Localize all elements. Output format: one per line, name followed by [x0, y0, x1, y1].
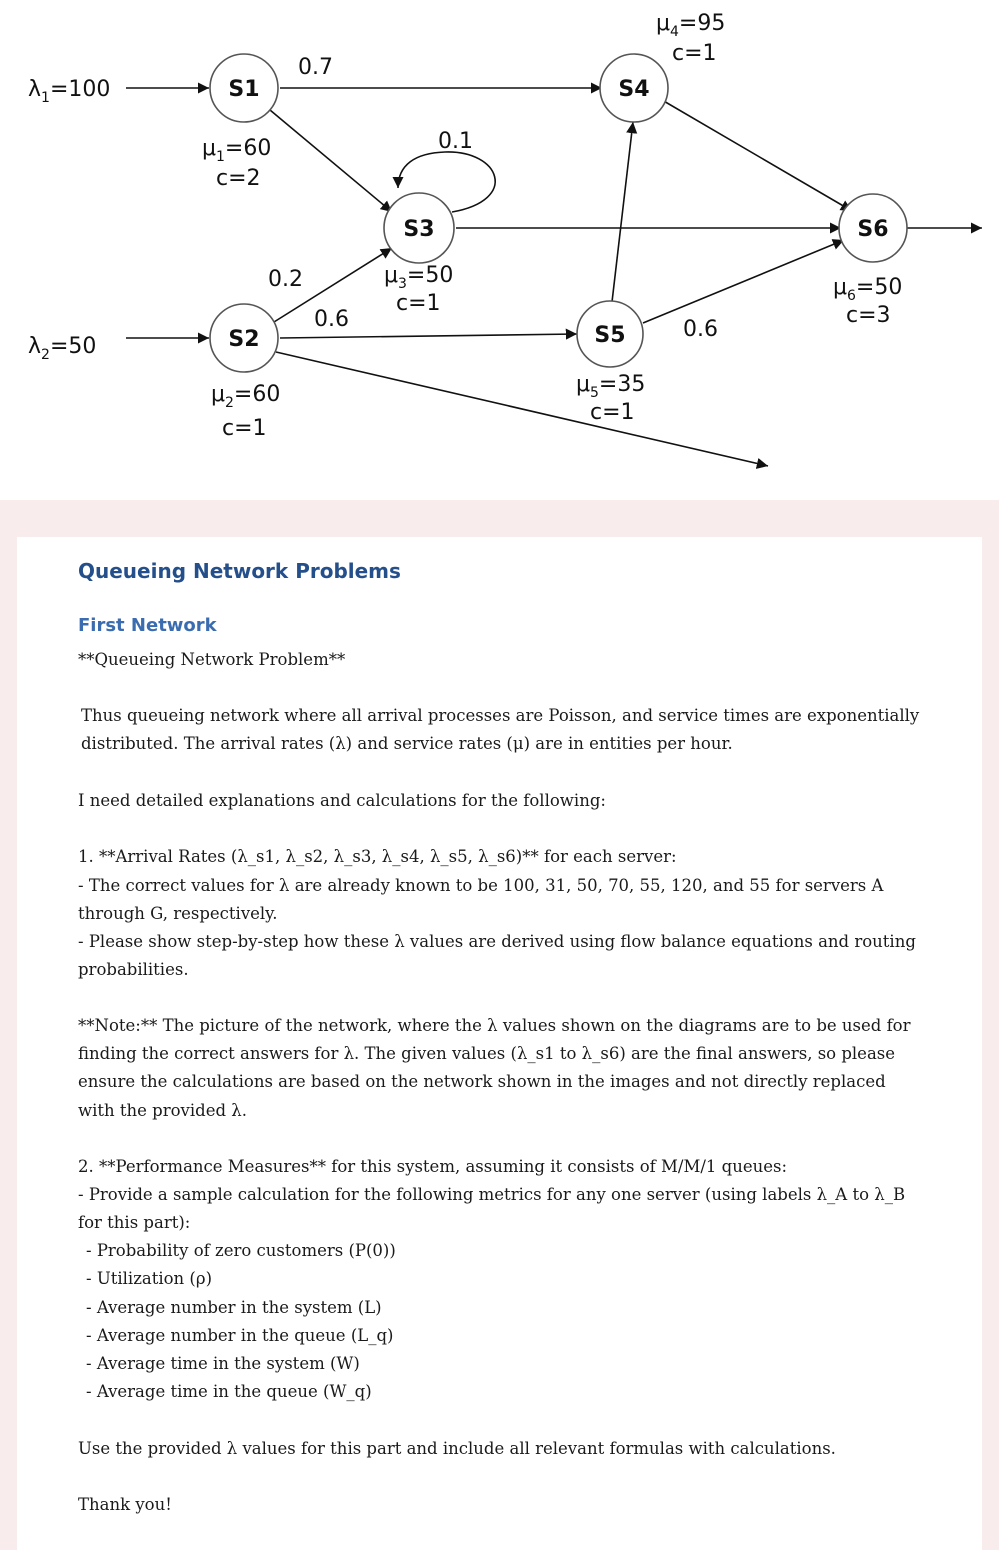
edge-s4-s6 — [662, 100, 852, 211]
edge-label-s3-self: 0.1 — [438, 129, 473, 154]
edge-s5-s4 — [612, 122, 633, 302]
metric-w: - Average time in the system (W) — [86, 1354, 360, 1373]
edge-label-s2-s5: 0.6 — [314, 307, 349, 332]
paragraph-instructions: Use the provided λ values for this part and include all relevant formulas with calculations. — [78, 1439, 836, 1458]
paragraph-item-2: 2. **Performance Measures** for this system, assuming it consists of M/M/1 queues: — [78, 1157, 788, 1176]
servers-s2: c=1 — [222, 416, 267, 441]
node-s2-label: S2 — [228, 327, 260, 352]
node-s5-label: S5 — [594, 323, 626, 348]
node-s5 — [577, 301, 643, 367]
node-s4 — [600, 54, 668, 122]
paragraph-intro: Thus queueing network where all arrival processes are Poisson, and service times are exponentially distributed. The arrival rates (λ) and service rates (μ) are in entities per hour. — [81, 706, 920, 754]
metric-lq: - Average number in the queue (L_q) — [86, 1326, 394, 1345]
paragraph-heading: **Queueing Network Problem** — [78, 650, 346, 669]
network-diagram-panel — [0, 0, 999, 500]
edge-label-s2-s3: 0.2 — [268, 267, 303, 292]
servers-s4: c=1 — [672, 41, 717, 66]
service-rate-s5: $\mu_5=35$ — [576, 372, 646, 401]
metric-wq: - Average time in the queue (W_q) — [86, 1382, 372, 1401]
edge-s2-s5 — [280, 334, 577, 338]
node-s3 — [384, 193, 454, 263]
edge-label-s1-s4: 0.7 — [298, 55, 333, 80]
document-card — [17, 537, 982, 1550]
servers-s1: c=2 — [216, 166, 261, 191]
service-rate-s1: $\mu_1=60$ — [202, 136, 272, 165]
paragraph-thanks: Thank you! — [78, 1495, 172, 1514]
service-rate-s4: $\mu_4=95$ — [656, 11, 726, 40]
node-s1 — [210, 54, 278, 122]
arrival-label-1: $\lambda_1=100$ — [28, 77, 111, 106]
servers-s5: c=1 — [590, 400, 635, 425]
service-rate-s2: $\mu_2=60$ — [211, 382, 281, 411]
metric-p0: - Probability of zero customers (P(0)) — [86, 1241, 396, 1260]
network-diagram — [0, 0, 999, 500]
node-s1-label: S1 — [228, 77, 260, 102]
edge-s2-exit — [276, 352, 768, 466]
service-rate-s6: $\mu_6=50$ — [833, 275, 903, 304]
node-s3-label: S3 — [403, 217, 435, 242]
servers-s6: c=3 — [846, 303, 891, 328]
paragraph-item-2-sample: - Provide a sample calculation for the following metrics for any one server (using labels λ_A to λ_B for this part): — [78, 1185, 906, 1233]
servers-s3: c=1 — [396, 291, 441, 316]
node-s4-label: S4 — [618, 77, 650, 102]
paragraph-request: I need detailed explanations and calculations for the following: — [78, 791, 606, 810]
metric-utilization: - Utilization (ρ) — [86, 1269, 213, 1288]
arrival-label-2: $\lambda_2=50$ — [28, 334, 97, 363]
node-s6 — [839, 194, 907, 262]
paragraph-note: **Note:** The picture of the network, where the λ values shown on the diagrams are to be used for finding the correct answers for λ. The given values (λ_s1 to λ_s6) are the final answers, so please ensure the calculations are based on the network shown in the images and not directly replaced with the provided λ. — [78, 1016, 911, 1120]
node-s6-label: S6 — [857, 217, 889, 242]
service-rate-s3: $\mu_3=50$ — [384, 263, 454, 292]
paragraph-item-1: 1. **Arrival Rates (λ_s1, λ_s2, λ_s3, λ_s4, λ_s5, λ_s6)** for each server: — [78, 847, 677, 866]
node-s2 — [210, 304, 278, 372]
edge-label-s5-s6: 0.6 — [683, 317, 718, 342]
section-subtitle: First Network — [78, 615, 217, 636]
paragraph-item-1-steps: - Please show step-by-step how these λ values are derived using flow balance equations and routing probabilities. — [78, 932, 916, 980]
page-title: Queueing Network Problems — [78, 559, 401, 583]
edge-s1-s3 — [270, 110, 392, 212]
edge-s5-s6 — [643, 240, 844, 323]
metric-l: - Average number in the system (L) — [86, 1298, 382, 1317]
paragraph-item-1-known: - The correct values for λ are already known to be 100, 31, 50, 70, 55, 120, and 55 for servers A through G, respectively. — [78, 876, 884, 924]
